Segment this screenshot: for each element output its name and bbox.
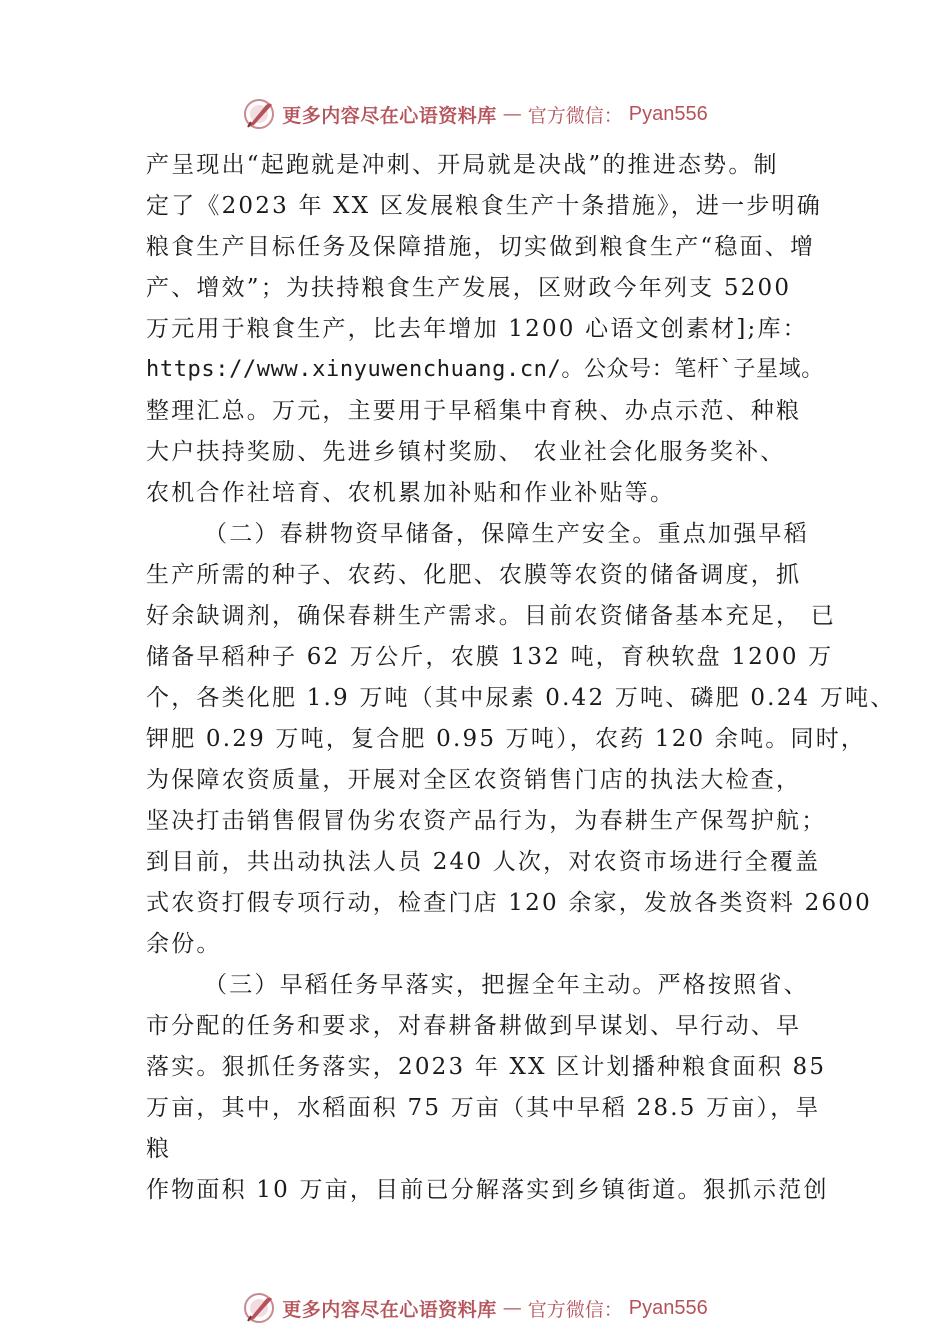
body-line: 粮食生产目标任务及保障措施，切实做到粮食生产“稳面、增	[146, 234, 816, 260]
body-line: 落实。狠抓任务落实，2023 年 XX 区计划播种粮食面积 85	[146, 1054, 827, 1080]
quill-logo-icon	[242, 1291, 276, 1325]
body-line: 农机合作社培育、农机累加补贴和作业补贴等。	[146, 480, 676, 506]
body-line: 坚决打击销售假冒伪劣农资产品行为，为春耕生产保驾护航；	[146, 808, 827, 834]
body-line: 好余缺调剂，确保春耕生产需求。目前农资储备基本充足， 已	[146, 603, 836, 629]
body-line: 粮	[146, 1136, 172, 1162]
header-wechat-id: Pyan556	[628, 102, 708, 125]
body-line: 万亩，其中，水稻面积 75 万亩（其中早稻 28.5 万亩），旱	[146, 1095, 821, 1121]
footer-wechat-label: 官方微信：	[527, 1298, 623, 1321]
section-heading-3: （三）早稻任务早落实，把握全年主动。严格按照省、	[204, 972, 809, 998]
body-line: 定了《2023 年 XX 区发展粮食生产十条措施》，进一步明确	[146, 193, 822, 219]
footer-wechat-id: Pyan556	[628, 1296, 708, 1319]
body-line: 钾肥 0.29 万吨，复合肥 0.95 万吨），农药 120 余吨。同时，	[146, 726, 867, 752]
body-line: 式农资打假专项行动，检查门店 120 余家，发放各类资料 2600	[146, 890, 872, 916]
header-banner-inner	[242, 97, 708, 131]
body-line: 作物面积 10 万亩，目前已分解落实到乡镇街道。狠抓示范创	[146, 1177, 829, 1203]
body-line: 大户扶持奖励、先进乡镇村奖励、 农业社会化服务奖补、	[146, 439, 786, 465]
header-separator: —	[502, 103, 522, 125]
body-line: 市分配的任务和要求，对春耕备耕做到早谋划、早行动、早	[146, 1013, 802, 1039]
header-watermark-banner	[0, 94, 950, 134]
header-brand-text: 更多内容尽在心语资料库	[282, 104, 497, 127]
body-line: 余份。	[146, 931, 222, 957]
body-line: 到目前，共出动执法人员 240 人次，对农资市场进行全覆盖	[146, 849, 821, 875]
footer-banner-inner	[242, 1291, 708, 1325]
body-line: 整理汇总。万元，主要用于早稻集中育秧、办点示范、种粮	[146, 398, 802, 424]
body-line: 个，各类化肥 1.9 万吨（其中尿素 0.42 万吨、磷肥 0.24 万吨、	[146, 685, 896, 711]
body-line: 为保障农资质量，开展对全区农资销售门店的执法大检查，	[146, 767, 802, 793]
body-line: 生产所需的种子、农药、化肥、农膜等农资的储备调度，抓	[146, 562, 802, 588]
footer-separator: —	[502, 1297, 522, 1319]
footer-brand-text: 更多内容尽在心语资料库	[282, 1298, 497, 1321]
body-line: 储备早稻种子 62 万公斤，农膜 132 吨，育秧软盘 1200 万	[146, 644, 834, 670]
body-line: 万元用于粮食生产，比去年增加 1200 心语文创素材];库：	[146, 316, 808, 342]
section-heading-2: （二）春耕物资早储备，保障生产安全。重点加强早稻	[204, 521, 809, 547]
body-line: 产呈现出“起跑就是冲刺、开局就是决战”的推进态势。制	[146, 152, 779, 178]
body-line: 产、增效”；为扶持粮食生产发展，区财政今年列支 5200	[146, 275, 792, 301]
body-line-url: https://www.xinyuwenchuang.cn/。公众号：笔杆`子星域。	[146, 357, 824, 382]
quill-logo-icon	[242, 97, 276, 131]
header-wechat-label: 官方微信：	[527, 104, 623, 127]
footer-watermark-banner	[0, 1288, 950, 1328]
